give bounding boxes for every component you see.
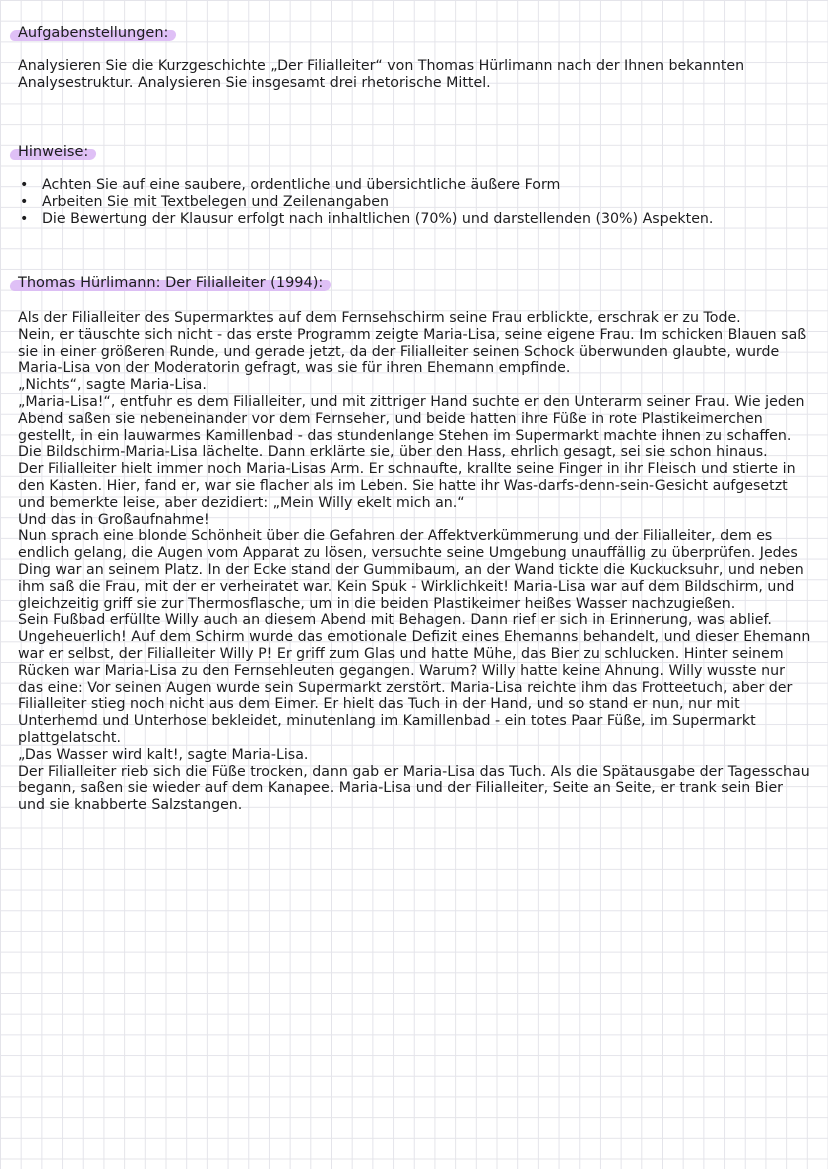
- story-text: [18, 310, 813, 814]
- story-paragraph: Nein, er täuschte sich nicht - das erste Programm zeigte Maria-Lisa, seine eigene Frau. Im schicken Blauen saß sie in einer größeren Runde, und gerade jetzt, da der Filialleiter seinen Schock überwunden glaubte, wurde Maria-Lisa von der Moderatorin gefragt, was sie für ihren Ehemann empfinde.: [18, 326, 807, 377]
- list-item: • Achten Sie auf eine saubere, ordentliche und übersichtliche äußere Form: [20, 177, 561, 193]
- story-paragraph: Als der Filialleiter des Supermarktes auf dem Fernsehschirm seine Frau erblickte, erschrak er zu Tode.: [18, 310, 741, 326]
- task-text: Analysieren Sie die Kurzgeschichte „Der Filialleiter“ von Thomas Hürlimann nach der Ihnen bekannten Analysestruktur. Analysieren Sie insgesamt drei rhetorische Mittel.: [18, 58, 745, 91]
- story-paragraph: Die Bildschirm-Maria-Lisa lächelte. Dann erklärte sie, über den Hass, ehrlich gesagt, sei sie schon hinaus.: [18, 444, 768, 461]
- task-heading: Aufgabenstellungen:: [16, 24, 172, 42]
- story-title: Thomas Hürlimann: Der Filialleiter (1994):: [16, 274, 327, 292]
- hints-heading: Hinweise:: [16, 143, 92, 161]
- story-paragraph: Nun sprach eine blonde Schönheit über die Gefahren der Affektverkümmerung und der Filialleiter, dem es endlich gelang, die Augen vom Apparat zu lösen, versuchte seine Umgebung unauffällig zu überprüfen. Jedes Ding war an seinem Platz. In der Ecke stand der Gummibaum, an der Wand tickte die Kuckucksuhr, und neben ihm saß die Frau, mit der er verheiratet war. Kein Spuk - Wirklichkeit! Maria-Lisa war auf dem Bildschirm, und gleichzeitig griff sie zur Thermosflasche, um in die beiden Plastikeimer heißes Wasser nachzugießen.: [18, 528, 804, 612]
- story-paragraph: „Nichts“, sagte Maria-Lisa.: [18, 377, 207, 394]
- story-paragraph: „Maria-Lisa!“, entfuhr es dem Filialleiter, und mit zittriger Hand suchte er den Unterarm seiner Frau. Wie jeden Abend saßen sie nebeneinander vor dem Fernseher, und beide hatten ihre Füße in rote Plastikeimerchen gestellt, in ein lauwarmes Kamillenbad - das stundenlange Stehen im Supermarkt machte ihnen zu schaffen.: [18, 393, 805, 444]
- hints-list: [18, 177, 713, 227]
- list-item: • Arbeiten Sie mit Textbelegen und Zeilenangaben: [20, 193, 390, 210]
- story-paragraph: Der Filialleiter hielt immer noch Maria-Lisas Arm. Er schnaufte, krallte seine Finger in ihr Fleisch und stierte in den Kasten. Hier, fand er, war sie flacher als im Leben. Sie hatte ihr Was-darfs-denn-sein-Gesicht aufgesetzt und bemerkte leise, aber dezidiert: „Mein Willy ekelt mich an.“: [18, 461, 796, 511]
- story-paragraph: Und das in Großaufnahme!: [18, 511, 210, 528]
- list-item: • Die Bewertung der Klausur erfolgt nach inhaltlichen (70%) und darstellenden (30%) Aspekten.: [20, 210, 714, 227]
- story-paragraph: Sein Fußbad erfüllte Willy auch an diesem Abend mit Behagen. Dann rief er sich in Erinnerung, was ablief. Ungeheuerlich! Auf dem Schirm wurde das emotionale Defizit eines Ehemanns behandelt, und dieser Ehemann war er selbst, der Filialleiter Willy P! Er griff zum Glas und hatte Mühe, das Bier zu schlucken. Hinter seinem Rücken war Maria-Lisa zu den Fernsehleuten gegangen. Warum? Willy hatte keine Ahnung. Willy wusste nur das eine: Vor seinen Augen wurde sein Supermarkt zerstört. Maria-Lisa reichte ihm das Frotteetuch, aber der Filialleiter stieg noch nicht aus dem Eimer. Er hielt das Tuch in der Hand, und so stand er nun, nur mit Unterhemd und Unterhose bekleidet, minutenlang im Kamillenbad - ein totes Paar Füße, im Supermarkt plattgelatscht.: [18, 612, 811, 746]
- story-paragraph: Der Filialleiter rieb sich die Füße trocken, dann gab er Maria-Lisa das Tuch. Als die Spätausgabe der Tagesschau begann, saßen sie wieder auf dem Kanapee. Maria-Lisa und der Filialleiter, Seite an Seite, er trank sein Bier und sie knabberte Salzstangen.: [18, 763, 810, 814]
- story-paragraph: „Das Wasser wird kalt!, sagte Maria-Lisa.: [18, 746, 309, 763]
